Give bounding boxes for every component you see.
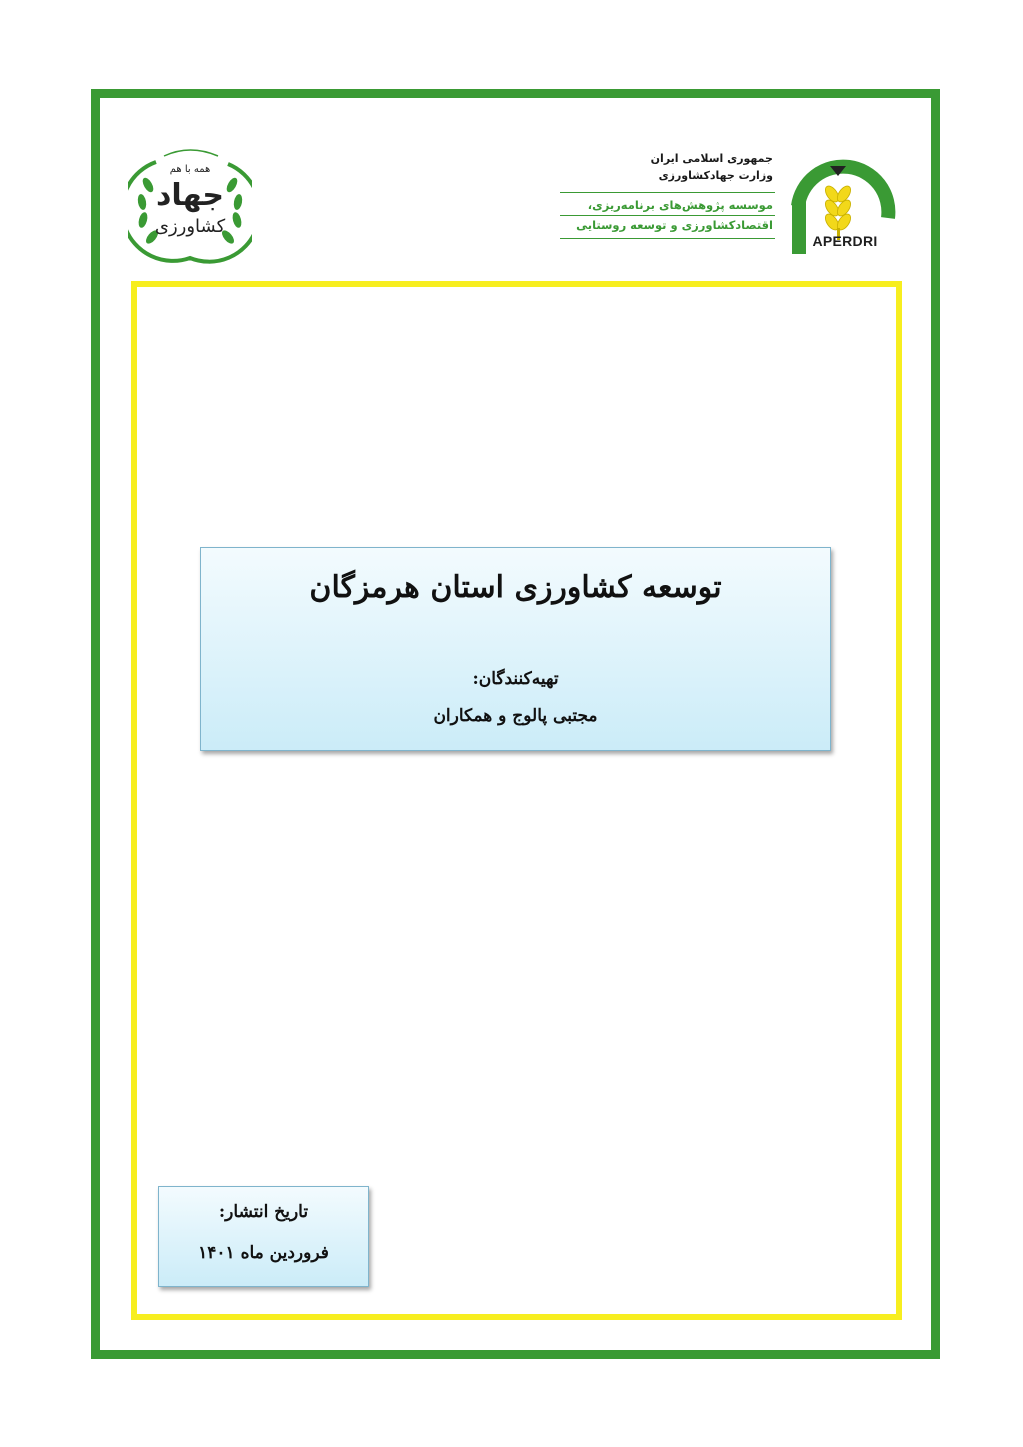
logo-top-text: همه با هم [169,164,211,175]
institution-header [560,150,775,239]
logo-main-text: جهاد [155,178,225,213]
gov-line-2: وزارت جهادکشاورزی [658,169,773,182]
publication-date-label: تاریخ انتشار: [218,1202,309,1222]
logo-sub-text: کشاورزی [154,216,226,237]
authors-label: تهیه‌کنندگان: [472,669,559,689]
institute-line-2: اقتصادکشاورزی و توسعه روستایی [560,215,775,235]
inner-border [131,281,902,1320]
title-box [200,547,831,751]
jahad-keshavarzi-logo [128,140,252,272]
institute-line-1: موسسه پژوهش‌های برنامه‌ریزی، [587,198,773,212]
aperdri-acronym: APERDRI [812,233,878,249]
publication-date-box [158,1186,369,1287]
institute-name [560,192,775,239]
publication-date-value: فروردین ماه ۱۴۰۱ [198,1243,329,1263]
document-title: توسعه کشاورزی استان هرمزگان [309,570,722,605]
gov-line-1: جمهوری اسلامی ایران [650,152,773,165]
authors-names: مجتبی پالوج و همکاران [433,706,598,726]
